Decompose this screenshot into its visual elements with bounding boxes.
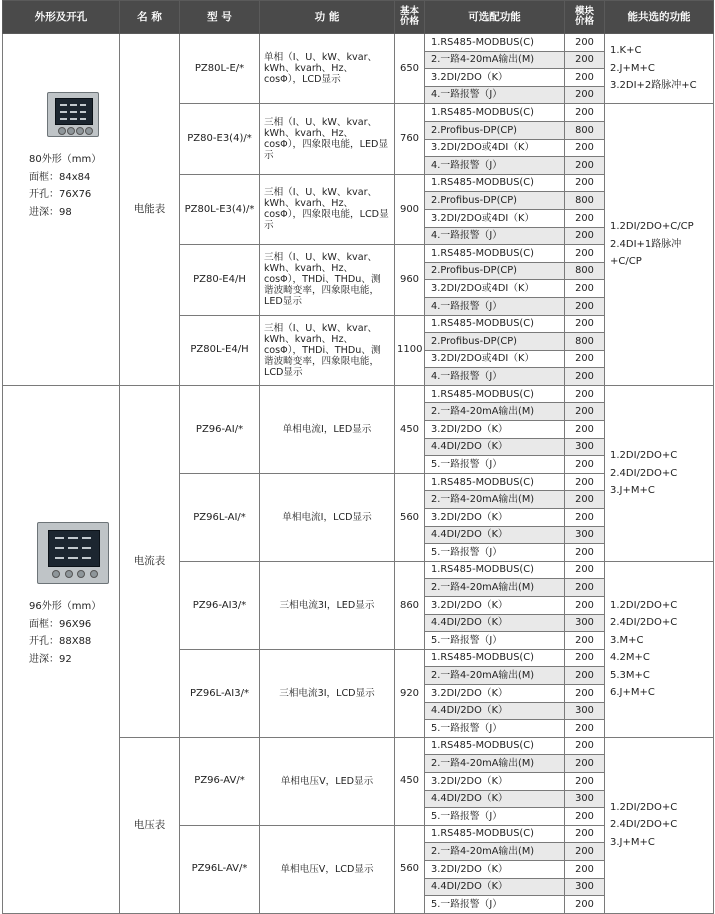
combo-line: 2.4DI/2DO+C xyxy=(610,617,678,629)
option-price: 200 xyxy=(565,544,605,562)
model-cell: PZ80L-E/* xyxy=(180,34,260,104)
option-price: 200 xyxy=(565,860,605,878)
option-price: 800 xyxy=(565,192,605,210)
combo-line: 1.2DI/2DO+C xyxy=(610,450,678,462)
option-price: 200 xyxy=(565,69,605,87)
shape-spec-line: 进深：92 xyxy=(29,653,72,665)
category-name: 电能表 xyxy=(120,34,180,386)
option-label: 5.一路报警（J） xyxy=(425,456,565,474)
option-label: 3.2DI/2DO或4DI（K） xyxy=(425,350,565,368)
model-cell: PZ96-AI3/* xyxy=(180,561,260,649)
price-cell: 760 xyxy=(395,104,425,174)
combo-line: 1.K+C xyxy=(610,45,642,57)
option-price: 200 xyxy=(565,245,605,263)
option-label: 2.Profibus-DP(CP) xyxy=(425,333,565,351)
option-label: 3.2DI/2DO（K） xyxy=(425,684,565,702)
option-label: 2.Profibus-DP(CP) xyxy=(425,192,565,210)
option-label: 2.一路4-20mA输出(M) xyxy=(425,667,565,685)
option-label: 3.2DI/2DO（K） xyxy=(425,421,565,439)
option-label: 3.2DI/2DO（K） xyxy=(425,860,565,878)
option-label: 4.一路报警（J） xyxy=(425,227,565,245)
function-cell: 三相电流3I，LCD显示 xyxy=(260,649,395,737)
option-price: 300 xyxy=(565,614,605,632)
panel-meter-80-icon xyxy=(47,92,99,137)
option-label: 3.2DI/2DO（K） xyxy=(425,772,565,790)
option-price: 200 xyxy=(565,649,605,667)
option-label: 1.RS485-MODBUS(C) xyxy=(425,825,565,843)
option-label: 5.一路报警（J） xyxy=(425,632,565,650)
shape-spec-line: 面框：84x84 xyxy=(29,171,91,183)
function-cell: 单相电流I，LED显示 xyxy=(260,385,395,473)
option-price: 200 xyxy=(565,403,605,421)
combo-line: 1.2DI/2DO+C xyxy=(610,599,678,611)
price-cell: 860 xyxy=(395,561,425,649)
shape-spec-line: 开孔：76X76 xyxy=(29,189,92,200)
header-price: 基本 价格 xyxy=(395,1,425,34)
model-cell: PZ96L-AV/* xyxy=(180,825,260,913)
option-price: 200 xyxy=(565,491,605,509)
function-cell: 三相电流3I，LED显示 xyxy=(260,561,395,649)
combo-cell xyxy=(605,34,714,104)
option-label: 2.Profibus-DP(CP) xyxy=(425,121,565,139)
option-label: 1.RS485-MODBUS(C) xyxy=(425,737,565,755)
option-label: 4.一路报警（J） xyxy=(425,297,565,315)
combo-line: 1.2DI/2DO+C xyxy=(610,801,678,813)
option-price: 200 xyxy=(565,509,605,527)
option-label: 5.一路报警（J） xyxy=(425,808,565,826)
option-label: 4.4DI/2DO（K） xyxy=(425,702,565,720)
option-label: 1.RS485-MODBUS(C) xyxy=(425,104,565,122)
header-row xyxy=(3,1,714,34)
table-row xyxy=(3,385,714,403)
option-label: 3.2DI/2DO或4DI（K） xyxy=(425,209,565,227)
combo-line: 1.2DI/2DO+C/CP xyxy=(610,221,694,233)
option-price: 800 xyxy=(565,121,605,139)
combo-line: 2.4DI/2DO+C xyxy=(610,467,678,479)
option-label: 2.一路4-20mA输出(M) xyxy=(425,579,565,597)
option-price: 200 xyxy=(565,421,605,439)
option-price: 200 xyxy=(565,561,605,579)
option-price: 200 xyxy=(565,597,605,615)
option-price: 200 xyxy=(565,385,605,403)
option-price: 200 xyxy=(565,755,605,773)
price-cell: 560 xyxy=(395,473,425,561)
combo-line: 3.J+M+C xyxy=(610,485,655,497)
option-label: 5.一路报警（J） xyxy=(425,720,565,738)
option-price: 200 xyxy=(565,297,605,315)
option-label: 4.4DI/2DO（K） xyxy=(425,790,565,808)
price-cell: 450 xyxy=(395,385,425,473)
option-price: 200 xyxy=(565,157,605,175)
option-price: 300 xyxy=(565,526,605,544)
option-label: 1.RS485-MODBUS(C) xyxy=(425,315,565,333)
option-price: 200 xyxy=(565,104,605,122)
option-label: 1.RS485-MODBUS(C) xyxy=(425,245,565,263)
option-price: 200 xyxy=(565,456,605,474)
model-cell: PZ96L-AI3/* xyxy=(180,649,260,737)
header-name: 名 称 xyxy=(120,1,180,34)
function-cell: 三相（I、U、kW、kvar、kWh、kvarh、Hz、cosΦ），THDi、THDu、测谐波畸变率，四象限电能，LCD显示 xyxy=(260,315,395,385)
option-price: 200 xyxy=(565,720,605,738)
option-price: 200 xyxy=(565,174,605,192)
option-price: 300 xyxy=(565,878,605,896)
option-price: 200 xyxy=(565,632,605,650)
combo-line: 2.4DI+1路脉冲+C/CP xyxy=(610,238,682,268)
option-label: 1.RS485-MODBUS(C) xyxy=(425,174,565,192)
option-label: 4.一路报警（J） xyxy=(425,368,565,386)
shape-spec-line: 开孔：88X88 xyxy=(29,636,92,648)
option-label: 1.RS485-MODBUS(C) xyxy=(425,561,565,579)
combo-line: 2.J+M+C xyxy=(610,62,655,74)
option-price: 200 xyxy=(565,825,605,843)
option-label: 1.RS485-MODBUS(C) xyxy=(425,649,565,667)
option-label: 4.4DI/2DO（K） xyxy=(425,614,565,632)
option-price: 200 xyxy=(565,86,605,104)
function-cell: 单相电流I，LCD显示 xyxy=(260,473,395,561)
option-price: 200 xyxy=(565,579,605,597)
price-cell: 920 xyxy=(395,649,425,737)
combo-line: 3.2DI+2路脉冲+C xyxy=(610,80,697,92)
header-module-price: 模块 价格 xyxy=(565,1,605,34)
header-model: 型 号 xyxy=(180,1,260,34)
option-label: 4.4DI/2DO（K） xyxy=(425,878,565,896)
model-cell: PZ80-E3(4)/* xyxy=(180,104,260,174)
function-cell: 单相（I、U、kW、kvar、kWh、kvarh、Hz、cosΦ），LCD显示 xyxy=(260,34,395,104)
price-cell: 450 xyxy=(395,737,425,825)
combo-line: 3.M+C xyxy=(610,634,644,646)
option-label: 3.2DI/2DO或4DI（K） xyxy=(425,139,565,157)
option-price: 200 xyxy=(565,227,605,245)
price-cell: 960 xyxy=(395,245,425,315)
combo-line: 3.J+M+C xyxy=(610,836,655,848)
model-cell: PZ80-E4/H xyxy=(180,245,260,315)
option-price: 300 xyxy=(565,702,605,720)
header-shape: 外形及开孔 xyxy=(3,1,120,34)
model-cell: PZ96-AV/* xyxy=(180,737,260,825)
option-label: 1.RS485-MODBUS(C) xyxy=(425,385,565,403)
category-name: 电流表 xyxy=(120,385,180,737)
function-cell: 单相电压V，LED显示 xyxy=(260,737,395,825)
combo-line: 4.2M+C xyxy=(610,652,650,664)
option-price: 200 xyxy=(565,209,605,227)
category-name: 电压表 xyxy=(120,737,180,913)
combo-cell xyxy=(605,104,714,386)
function-cell: 三相（I、U、kW、kvar、kWh、kvarh、Hz、cosΦ），THDi、THDu、测谐波畸变率，四象限电能，LED显示 xyxy=(260,245,395,315)
function-cell: 三相（I、U、kW、kvar、kWh、kvarh、Hz、cosΦ），四象限电能，LCD显示 xyxy=(260,174,395,244)
model-cell: PZ80L-E4/H xyxy=(180,315,260,385)
combo-cell xyxy=(605,385,714,561)
option-price: 200 xyxy=(565,808,605,826)
option-label: 2.一路4-20mA输出(M) xyxy=(425,51,565,69)
option-price: 200 xyxy=(565,315,605,333)
option-price: 300 xyxy=(565,438,605,456)
header-options: 可选配功能 xyxy=(425,1,565,34)
option-price: 200 xyxy=(565,737,605,755)
option-price: 200 xyxy=(565,139,605,157)
option-label: 4.4DI/2DO（K） xyxy=(425,526,565,544)
option-price: 200 xyxy=(565,51,605,69)
option-label: 4.4DI/2DO（K） xyxy=(425,438,565,456)
product-price-table xyxy=(2,0,714,914)
option-label: 1.RS485-MODBUS(C) xyxy=(425,473,565,491)
function-cell: 单相电压V，LCD显示 xyxy=(260,825,395,913)
model-cell: PZ96L-AI/* xyxy=(180,473,260,561)
option-price: 200 xyxy=(565,667,605,685)
option-price: 200 xyxy=(565,772,605,790)
shape-spec-line: 80外形（mm） xyxy=(29,154,102,165)
shape-cell-96 xyxy=(3,385,120,913)
option-price: 800 xyxy=(565,262,605,280)
shape-spec-line: 96外形（mm） xyxy=(29,601,102,613)
option-label: 2.一路4-20mA输出(M) xyxy=(425,491,565,509)
option-price: 200 xyxy=(565,34,605,52)
option-price: 200 xyxy=(565,843,605,861)
option-label: 3.2DI/2DO（K） xyxy=(425,597,565,615)
option-label: 4.一路报警（J） xyxy=(425,86,565,104)
combo-cell xyxy=(605,737,714,913)
shape-spec-line: 进深：98 xyxy=(29,206,72,218)
price-cell: 900 xyxy=(395,174,425,244)
table-row xyxy=(3,34,714,52)
option-label: 2.一路4-20mA输出(M) xyxy=(425,755,565,773)
model-cell: PZ96-AI/* xyxy=(180,385,260,473)
option-price: 200 xyxy=(565,473,605,491)
panel-meter-96-icon xyxy=(37,522,109,584)
option-label: 2.一路4-20mA输出(M) xyxy=(425,843,565,861)
header-function: 功 能 xyxy=(260,1,395,34)
function-cell: 三相（I、U、kW、kvar、kWh、kvarh、Hz、cosΦ），四象限电能，LED显示 xyxy=(260,104,395,174)
shape-spec-line: 面框：96X96 xyxy=(29,618,92,630)
option-price: 200 xyxy=(565,684,605,702)
option-price: 200 xyxy=(565,368,605,386)
combo-cell xyxy=(605,561,714,737)
shape-cell-80 xyxy=(3,34,120,386)
option-label: 3.2DI/2DO（K） xyxy=(425,69,565,87)
price-cell: 1100 xyxy=(395,315,425,385)
option-price: 200 xyxy=(565,896,605,914)
option-label: 3.2DI/2DO或4DI（K） xyxy=(425,280,565,298)
option-price: 200 xyxy=(565,280,605,298)
combo-line: 6.J+M+C xyxy=(610,687,655,699)
option-price: 300 xyxy=(565,790,605,808)
header-combo: 能共选的功能 xyxy=(605,1,714,34)
option-label: 3.2DI/2DO（K） xyxy=(425,509,565,527)
option-label: 2.一路4-20mA输出(M) xyxy=(425,403,565,421)
option-label: 5.一路报警（J） xyxy=(425,544,565,562)
option-label: 4.一路报警（J） xyxy=(425,157,565,175)
price-cell: 650 xyxy=(395,34,425,104)
option-price: 800 xyxy=(565,333,605,351)
model-cell: PZ80L-E3(4)/* xyxy=(180,174,260,244)
option-label: 5.一路报警（J） xyxy=(425,896,565,914)
option-label: 1.RS485-MODBUS(C) xyxy=(425,34,565,52)
option-price: 200 xyxy=(565,350,605,368)
combo-line: 2.4DI/2DO+C xyxy=(610,819,678,831)
combo-line: 5.3M+C xyxy=(610,669,650,681)
price-cell: 560 xyxy=(395,825,425,913)
option-label: 2.Profibus-DP(CP) xyxy=(425,262,565,280)
